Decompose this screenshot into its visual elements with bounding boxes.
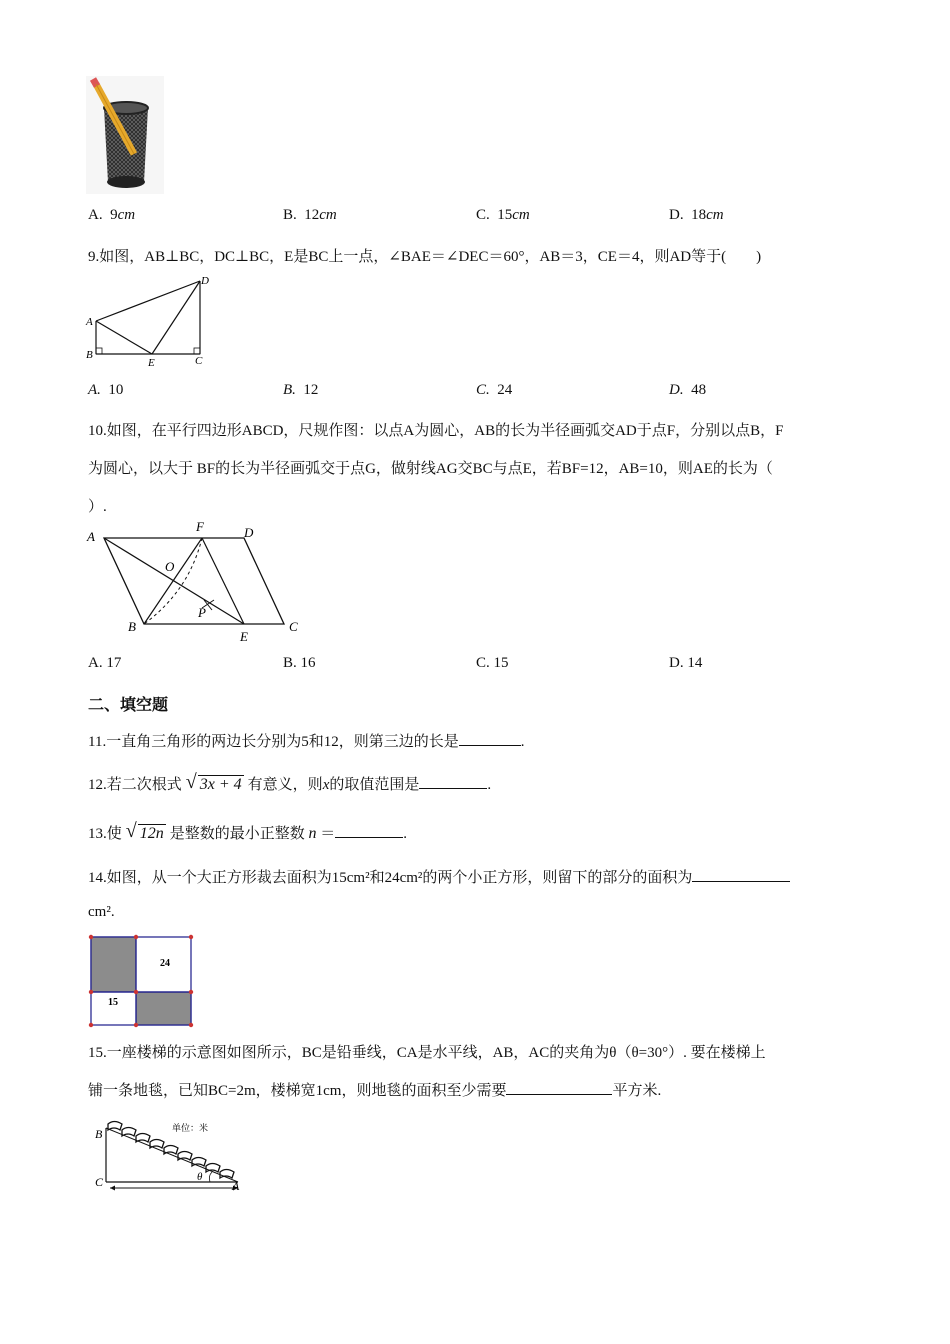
q9-label-a: A xyxy=(86,316,93,328)
q9-text: 9.如图，AB⊥BC，DC⊥BC，E是BC上一点，∠BAE＝∠DEC＝60°，AB＝3，CE＝4，则AD等于( ) xyxy=(88,249,762,265)
q8-option-c: C. 15cm xyxy=(476,207,530,223)
q9-label-d: D xyxy=(201,275,209,287)
q13-blank[interactable] xyxy=(335,823,403,838)
q9-label-b: B xyxy=(86,349,93,361)
q10-label-a: A xyxy=(87,529,95,544)
q15-label-c: C xyxy=(95,1175,104,1189)
q14-line1: 14.如图，从一个大正方形裁去面积为15cm²和24cm²的两个小正方形，则留下的部分的面积为 xyxy=(88,866,790,887)
q12-blank[interactable] xyxy=(419,774,487,789)
q10-label-d: D xyxy=(244,525,254,540)
q15-label-unit: 单位：米 xyxy=(172,1123,209,1133)
q8-option-b: B. 12cm xyxy=(283,207,337,223)
q10-label-f: F xyxy=(196,519,204,534)
q11-blank[interactable] xyxy=(459,731,521,746)
q9-label-e: E xyxy=(148,357,155,368)
q15-label-a: A xyxy=(232,1179,240,1193)
pencil-cup-image xyxy=(86,76,164,194)
q10-label-o: O xyxy=(165,559,175,574)
q10-line3: ）. xyxy=(88,499,107,515)
q8-option-d: D. 18cm xyxy=(669,207,724,223)
q10-line1: 10.如图，在平行四边形ABCD，尺规作图：以点A为圆心，AB的长为半径画弧交AD于点F，分别以点B，F xyxy=(88,423,784,439)
q15-blank[interactable] xyxy=(506,1080,612,1095)
q13-sqrt: √ 12n xyxy=(125,820,164,842)
q15-line2: 铺一条地毯，已知BC=2m，楼梯宽1cm，则地毯的面积至少需要 平方米. xyxy=(88,1079,661,1100)
q9-option-c: C. 24 xyxy=(476,382,513,398)
q14-label-24: 24 xyxy=(160,958,170,969)
q10-label-p: P xyxy=(198,605,206,620)
q10-label-b: B xyxy=(128,619,136,634)
q15-figure xyxy=(92,1114,250,1196)
q14-figure xyxy=(86,934,196,1030)
q10-line2: 为圆心，以大于 BF的长为半径画弧交于点G，做射线AG交BC与点E，若BF=12，AB=10，则AE的长为（ xyxy=(88,461,773,477)
stair-steps xyxy=(108,1122,234,1179)
q14-label-15: 15 xyxy=(108,997,118,1008)
q10-figure xyxy=(84,516,306,646)
q10-label-c: C xyxy=(289,619,298,634)
section-title: 二、填空题 xyxy=(88,695,169,714)
q14-line2: cm². xyxy=(88,904,115,920)
q13-text: 13.使 √ 12n 是整数的最小正整数 n ＝ . xyxy=(88,820,408,842)
q14-blank[interactable] xyxy=(692,867,790,882)
q9-label-c: C xyxy=(195,355,203,367)
q9-option-d: D. 48 xyxy=(669,382,707,398)
q9-option-b: B. 12 xyxy=(283,382,319,398)
q15-label-theta: θ xyxy=(197,1171,203,1183)
q10-option-a: A. 17 xyxy=(88,655,122,671)
q11-text: 11.一直角三角形的两边长分别为5和12，则第三边的长是 . xyxy=(88,730,524,751)
q9-option-a: A. 10 xyxy=(88,382,124,398)
q8-option-a: A. 9cm xyxy=(88,207,136,223)
q12-sqrt: √ 3x + 4 xyxy=(185,771,242,793)
q10-label-e: E xyxy=(240,629,248,644)
q10-option-b: B. 16 xyxy=(283,655,316,671)
q15-label-b: B xyxy=(95,1127,103,1141)
q10-option-d: D. 14 xyxy=(669,655,703,671)
q12-text: 12.若二次根式 √ 3x + 4 有意义，则x的取值范围是 . xyxy=(88,771,492,793)
q15-line1: 15.一座楼梯的示意图如图所示，BC是铅垂线，CA是水平线，AB，AC的夹角为θ（θ=30°）. 要在楼梯上 xyxy=(88,1045,766,1061)
q9-figure xyxy=(84,272,214,368)
q10-option-c: C. 15 xyxy=(476,655,509,671)
